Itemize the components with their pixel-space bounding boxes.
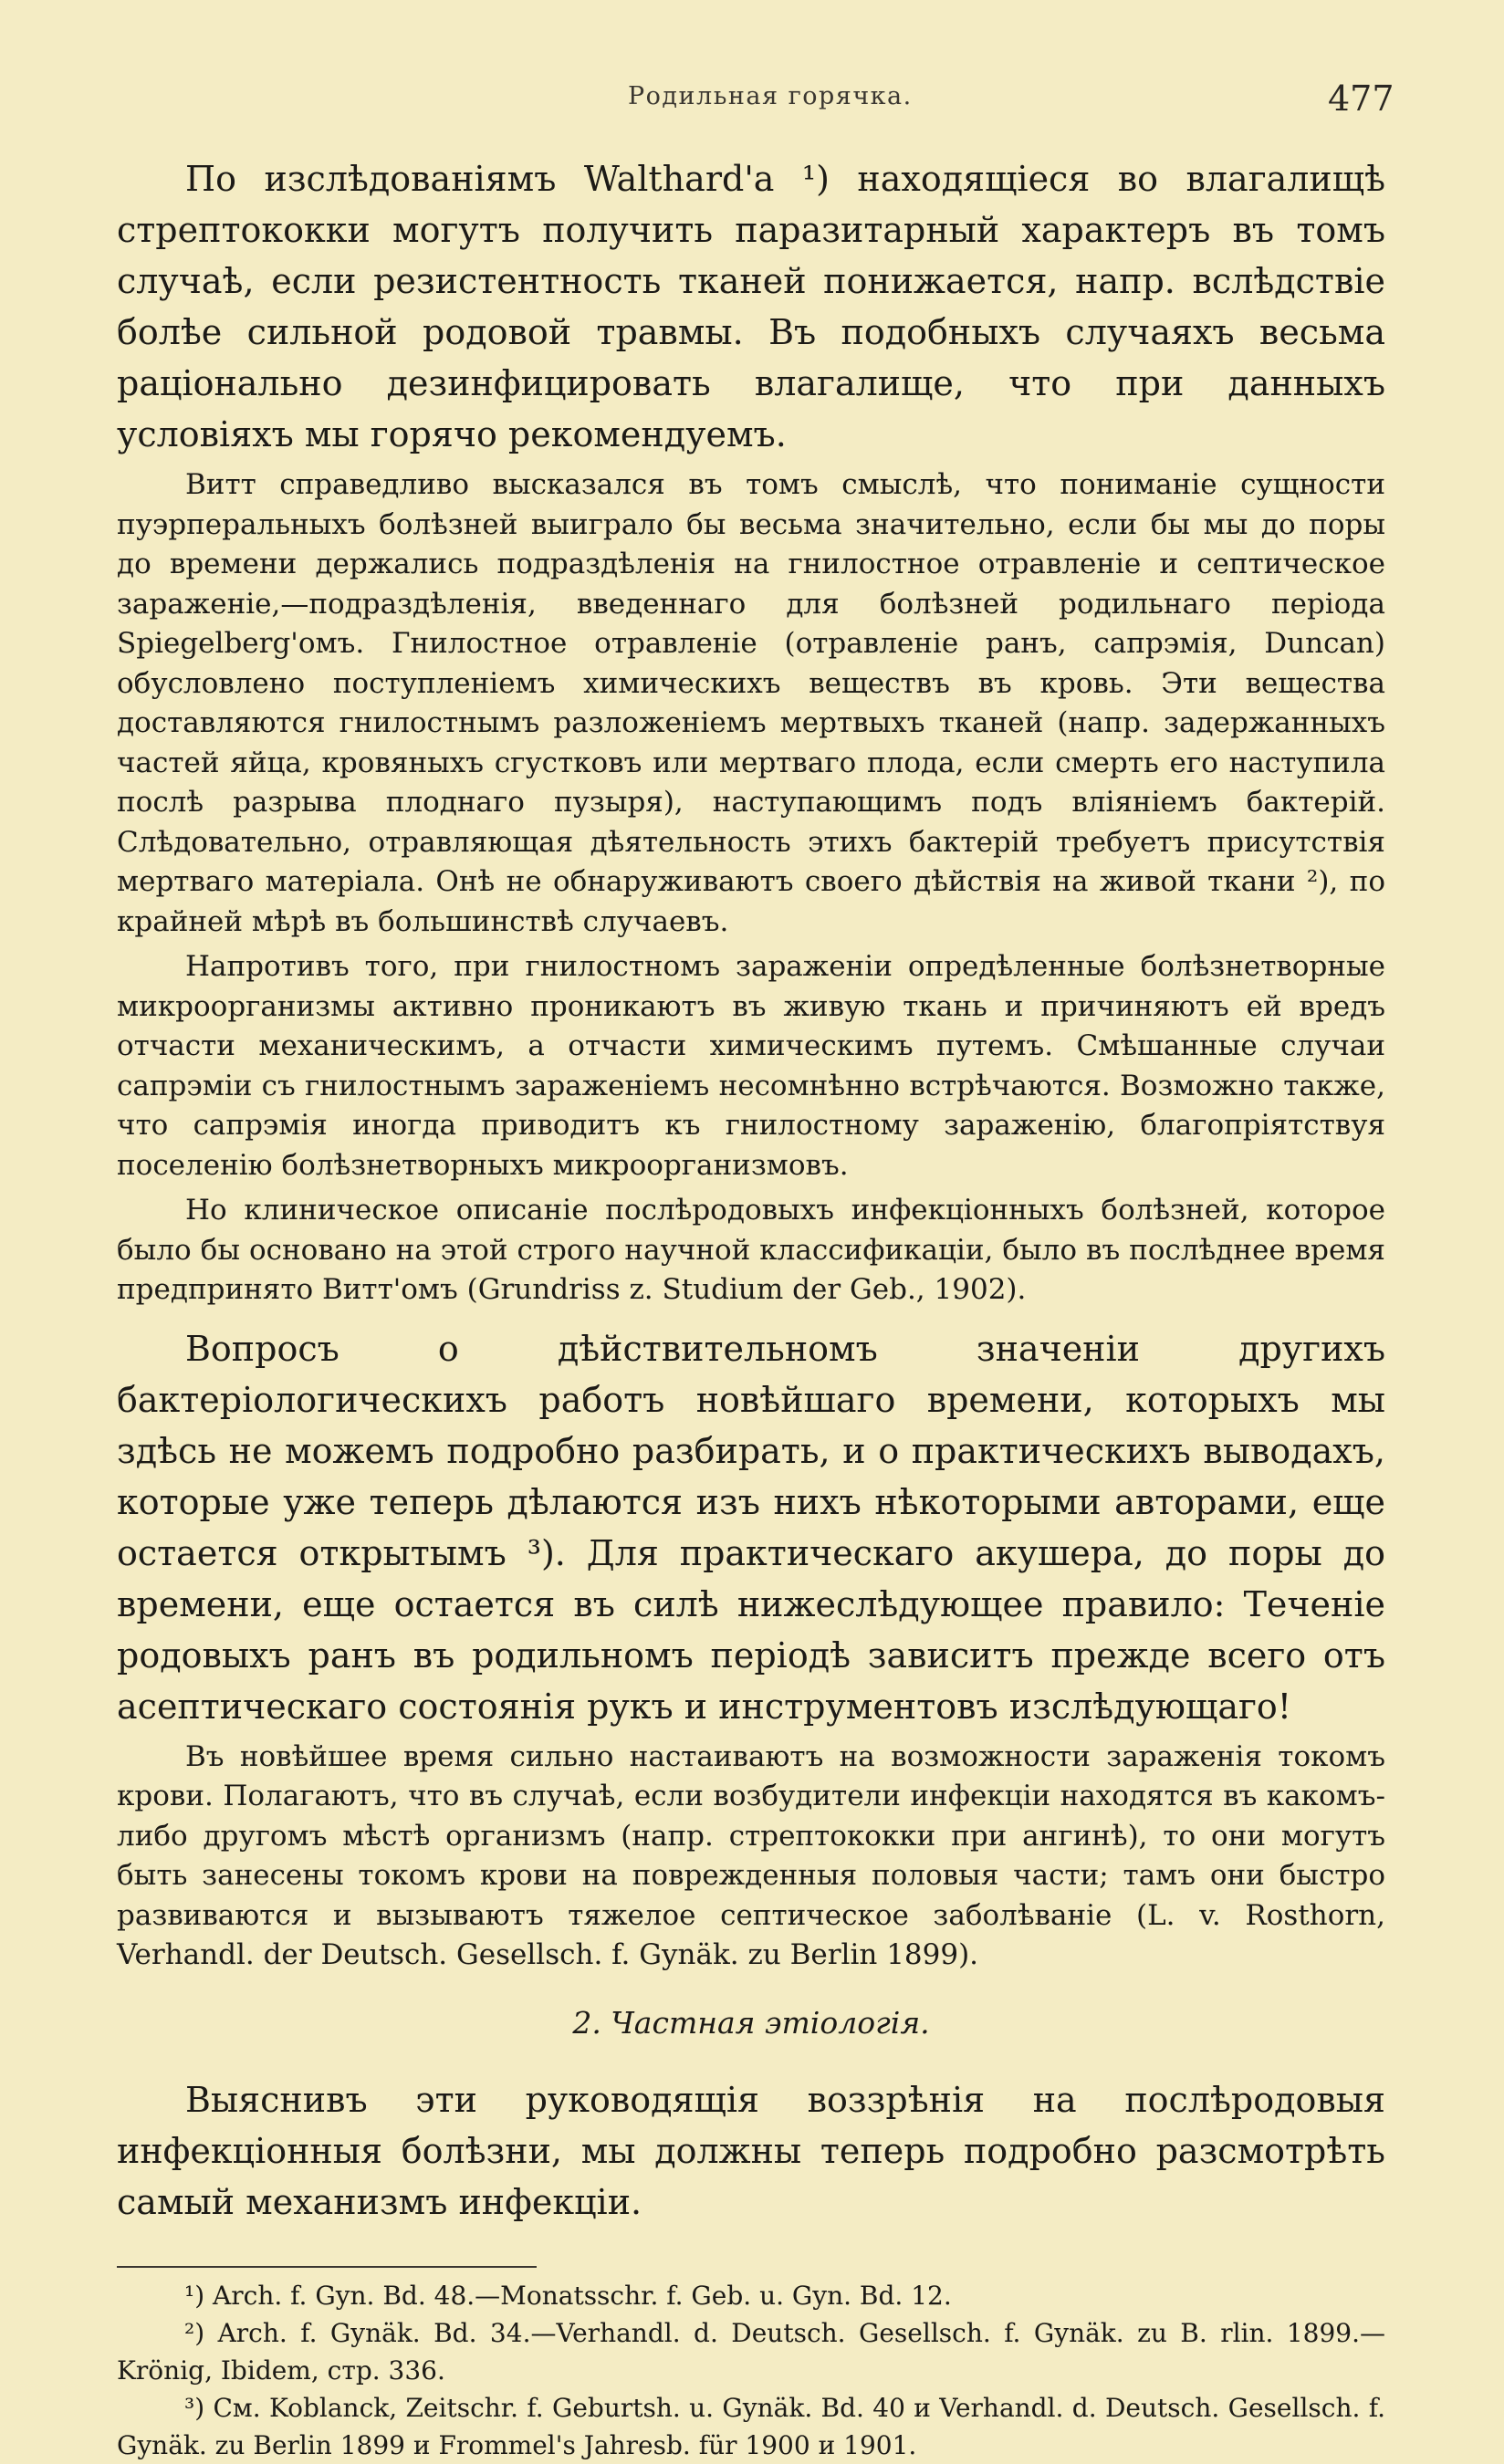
paragraph-after-section: Выяснивъ эти руководящія воззрѣнія на послѣродовыя инфекціонныя болѣзни, мы должны теперь подробно разсмотрѣть самый механизмъ инфекціи. (117, 2079, 1385, 2222)
page-header (0, 78, 1504, 124)
paragraph-2: Витт справедливо высказался въ томъ смыслѣ, что пониманіе сущности пуэрперальныхъ болѣзней выиграло бы весьма значительно, если бы мы до поры до времени держались подраздѣленія на гнилостное отравленіе и септическое зараженіе,—подраздѣленія, введеннаго для болѣзней родильнаго періода Spiegelberg'омъ. Гнилостное отравленіе (отравленіе ранъ, сапрэмія, Duncan) обусловлено поступленіемъ химическихъ веществъ въ кровь. Эти вещества доставляются гнилостнымъ разложеніемъ мертвыхъ тканей (напр. задержанныхъ частей яйца, кровяныхъ сгустковъ или мертваго плода, если смерть его наступила послѣ разрыва плоднаго пузыря), наступающимъ подъ вліяніемъ бактерій. Слѣдовательно, отравляющая дѣятельность этихъ бактерій требуетъ присутствія мертваго матеріала. Онѣ не обнаруживаютъ своего дѣйствія на живой ткани ²), по крайней мѣрѣ въ большинствѣ случаевъ. (117, 468, 1385, 938)
footnote-3: ³) См. Koblanck, Zeitschr. f. Geburtsh. u. Gynäk. Bd. 40 и Verhandl. d. Deutsch. Gesellsch. f. Gynäk. zu Berlin 1899 и Frommel's Jahresb. für 1900 и 1901. (117, 2392, 1385, 2460)
paragraph-3: Напротивъ того, при гнилостномъ зараженіи опредѣленные болѣзнетворные микроорганизмы активно проникаютъ въ живую ткань и причиняютъ ей вредъ отчасти механическимъ, а отчасти химическимъ путемъ. Смѣшанные случаи сапрэміи съ гнилостнымъ зараженіемъ несомнѣнно встрѣчаются. Возможно также, что сапрэмія иногда приводитъ къ гнилостному зараженію, благопріятствуя поселенію болѣзнетворныхъ микроорганизмовъ. (117, 950, 1385, 1182)
page-body (117, 153, 1385, 2464)
paragraph-6: Въ новѣйшее время сильно настаиваютъ на возможности зараженія токомъ крови. Полагаютъ, что въ случаѣ, если возбудители инфекціи находятся въ какомъ-либо другомъ мѣстѣ организмъ (напр. стрептококки при ангинѣ), то они могутъ быть занесены токомъ крови на поврежденныя половыя части; тамъ они быстро развиваются и вызываютъ тяжелое септическое заболѣваніе (L. v. Rosthorn, Verhandl. der Deutsch. Gesellsch. f. Gynäk. zu Berlin 1899). (117, 1739, 1385, 1971)
footnote-2: ²) Arch. f. Gynäk. Bd. 34.—Verhandl. d. Deutsch. Gesellsch. f. Gynäk. zu B. rlin. 1899.—Krönig, Ibidem, стр. 336. (117, 2317, 1385, 2386)
footnote-1: ¹) Arch. f. Gyn. Bd. 48.—Monatsschr. f. Geb. u. Gyn. Bd. 12. (184, 2280, 952, 2311)
page-number: 477 (1328, 78, 1394, 119)
paragraph-4: Но клиническое описаніе послѣродовыхъ инфекціонныхъ болѣзней, которое было бы основано на этой строго научной классификаціи, было въ послѣднее время предпринято Витт'омъ (Grundriss z. Studium der Geb., 1902). (117, 1194, 1385, 1306)
paragraph-1: По изслѣдованіямъ Walthard'а ¹) находящіеся во влагалищѣ стрептококки могутъ получить паразитарный характеръ въ томъ случаѣ, если резистентность тканей понижается, напр. вслѣдствіе болѣе сильной родовой травмы. Въ подобныхъ случаяхъ весьма раціонально дезинфицировать влагалище, что при данныхъ условіяхъ мы горячо рекомендуемъ. (117, 159, 1385, 454)
paragraph-5: Вопросъ о дѣйствительномъ значеніи другихъ бактеріологическихъ работъ новѣйшаго времени, которыхъ мы здѣсь не можемъ подробно разбирать, и о практическихъ выводахъ, которые уже теперь дѣлаются изъ нихъ нѣкоторыми авторами, еще остается открытымъ ³). Для практическаго акушера, до поры до времени, еще остается въ силѣ нижеслѣдующее правило: Теченіе родовыхъ ранъ въ родильномъ періодѣ зависитъ прежде всего отъ асептическаго состоянія рукъ и инструментовъ изслѣдующаго! (117, 1328, 1385, 1727)
section-title: 2. Частная этіологія. (572, 2004, 930, 2041)
running-title: Родильная горячка. (628, 82, 913, 110)
footnote-divider (117, 2266, 537, 2268)
